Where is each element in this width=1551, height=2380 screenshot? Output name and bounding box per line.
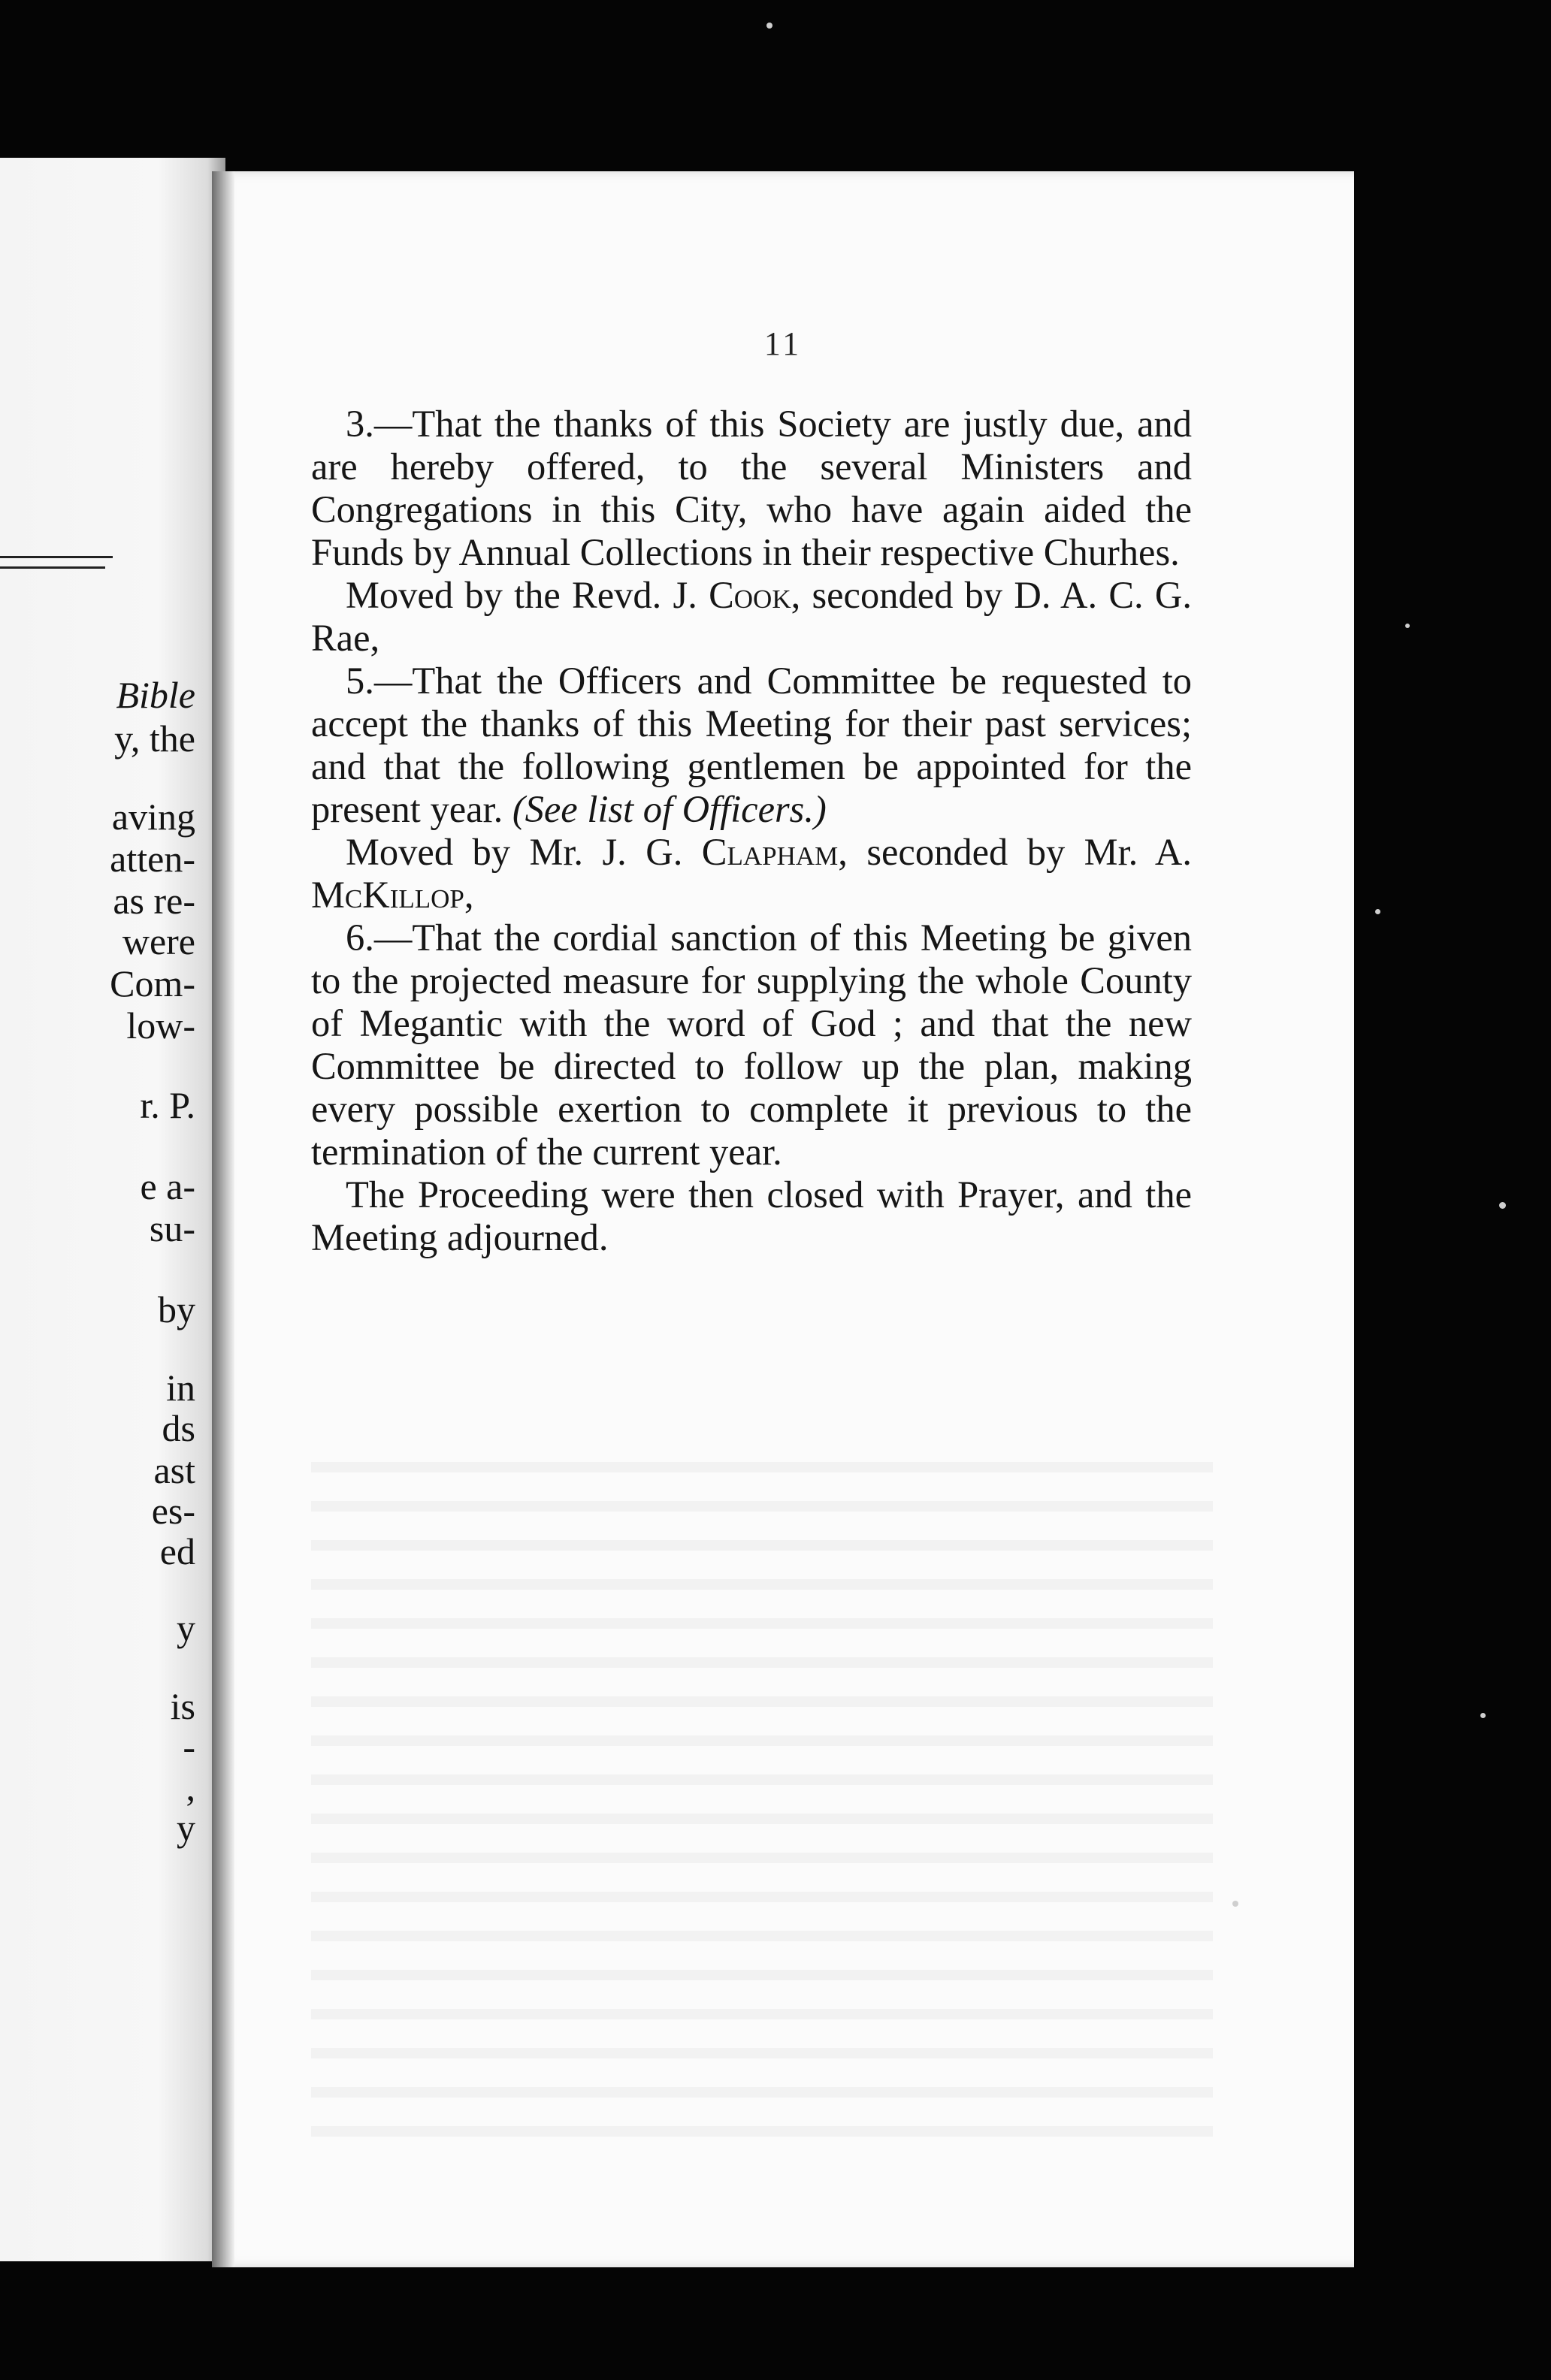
body-text <box>311 403 1192 1259</box>
left-fragment: e a- <box>140 1165 195 1207</box>
left-fragment: Bible <box>116 674 195 716</box>
officers-note: (See list of Officers.) <box>512 788 827 830</box>
motion-text: , <box>464 874 474 916</box>
left-fragment: by <box>158 1288 195 1330</box>
resolution-3: 3.—That the thanks of this Society are justly due, and are hereby offered, to the several Ministers and Congregations in this City, who have again aided the Funds by Annual Collections in their respective Churhes. <box>311 403 1192 573</box>
dust-speck <box>1232 1901 1238 1907</box>
dust-speck <box>1499 1202 1506 1209</box>
motion-line-cook <box>311 574 1192 660</box>
left-fragment: in <box>166 1367 195 1409</box>
left-fragment: aving <box>111 796 195 838</box>
left-fragment: - <box>183 1726 195 1768</box>
left-fragment: es- <box>151 1490 195 1532</box>
resolution-text: 5.—That the Officers and Committee be requested to accept the thanks of this Meeting for their past services; and that the following gentlemen be appointed for the present year. <box>311 660 1192 830</box>
left-fragment: y <box>177 1607 195 1649</box>
left-page-text-fragments <box>0 158 195 2261</box>
dust-speck <box>1375 909 1380 914</box>
show-through-texture <box>311 1433 1213 2147</box>
left-fragment: r. P. <box>140 1084 195 1126</box>
left-fragment: su- <box>149 1207 195 1249</box>
dust-speck <box>1405 624 1410 628</box>
left-fragment: y <box>177 1807 195 1849</box>
motion-text: , seconded by D. A. C. G. Rae, <box>311 574 1192 659</box>
mover-name: Clapham <box>701 831 839 873</box>
left-fragment: were <box>122 920 195 962</box>
left-fragment: ed <box>159 1530 195 1572</box>
left-fragment: , <box>186 1766 195 1808</box>
mover-name: Cook <box>709 574 791 616</box>
left-fragment: ds <box>162 1407 195 1449</box>
left-fragment: is <box>170 1685 195 1727</box>
closing-line: The Proceeding were then closed with Prayer, and the Meeting adjourned. <box>311 1173 1192 1258</box>
left-fragment: Com- <box>110 962 195 1004</box>
page-right <box>212 171 1354 2267</box>
seconder-name: cKillop <box>344 874 464 916</box>
left-fragment: atten- <box>110 838 195 880</box>
motion-text: , seconded by Mr. A. M <box>311 831 1193 916</box>
motion-line-clapham <box>311 831 1192 917</box>
left-fragment: y, the <box>114 717 195 760</box>
left-fragment: low- <box>126 1004 195 1047</box>
motion-text: Moved by Mr. J. G. <box>346 831 702 873</box>
resolution-5 <box>311 660 1192 831</box>
left-fragment: as re- <box>113 880 195 922</box>
left-fragment: ast <box>153 1449 195 1491</box>
facing-page-left <box>0 158 225 2261</box>
motion-text: Moved by the Revd. J. <box>346 574 709 616</box>
book-gutter <box>212 171 234 2267</box>
dust-speck <box>1480 1713 1486 1718</box>
page-number: 11 <box>763 325 803 362</box>
resolution-6: 6.—That the cordial sanction of this Meeting be given to the projected measure for supplying the whole County of Megantic with the word of God ; and that the new Committee be directed to follow up the plan, making every possible exertion to complete it previous to the termination of the current year. <box>311 917 1192 1173</box>
dust-speck <box>766 23 772 29</box>
